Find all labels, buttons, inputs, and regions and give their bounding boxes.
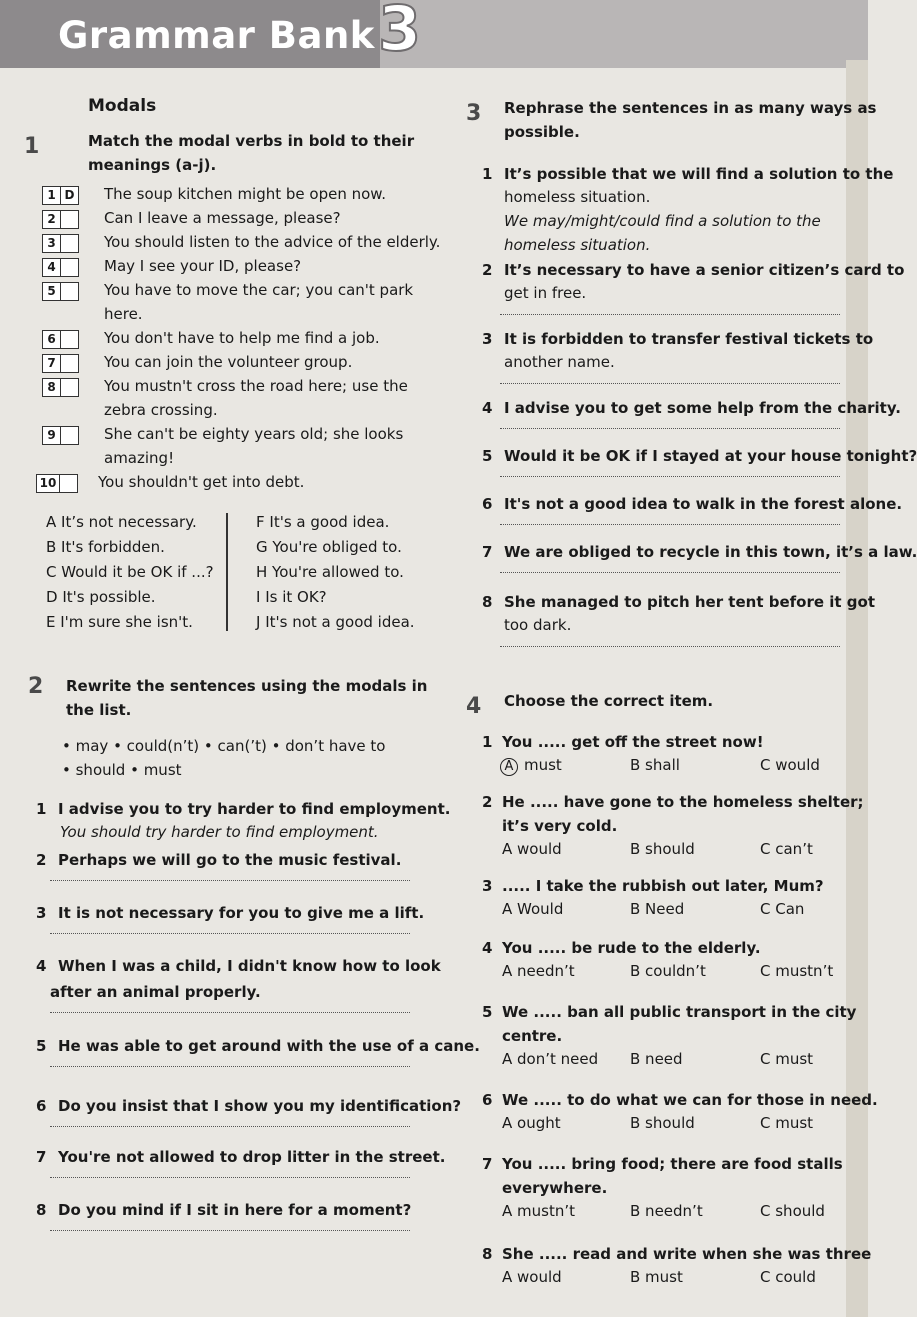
ex3-item-number: 4 <box>482 399 493 417</box>
option-b[interactable]: B couldn’t <box>630 962 706 980</box>
answer-line[interactable] <box>500 524 840 525</box>
ex1-sentence: You have to move the car; you can't park <box>104 281 414 299</box>
option-b[interactable]: B need <box>630 1050 683 1068</box>
ex1-sentence: Can I leave a message, please? <box>104 209 341 227</box>
item-number-box: 6 <box>42 330 61 349</box>
ex2-item-number: 8 <box>36 1201 47 1219</box>
answer-box[interactable] <box>61 282 79 301</box>
option-b[interactable]: B should <box>630 840 695 858</box>
item-number-box: 8 <box>42 378 61 397</box>
answer-box[interactable] <box>61 210 79 229</box>
ex4-question: We ..... to do what we can for those in need. <box>502 1091 878 1109</box>
answer-box[interactable] <box>61 378 79 397</box>
ex4-item-number: 2 <box>482 793 493 811</box>
item-number-box: 9 <box>42 426 61 445</box>
answer-line[interactable] <box>50 880 410 881</box>
option-c[interactable]: C mustn’t <box>760 962 834 980</box>
option-c[interactable]: C would <box>760 756 820 774</box>
ex4-question-cont: everywhere. <box>502 1179 608 1197</box>
ex3-sentence-cont: homeless situation. <box>504 188 651 206</box>
ex4-question: She ..... read and write when she was three <box>502 1245 872 1263</box>
option-b[interactable]: B shall <box>630 756 680 774</box>
ex1-sentence-cont: zebra crossing. <box>104 401 218 419</box>
ex3-sentence: It's not a good idea to walk in the forest alone. <box>504 495 903 513</box>
option-c[interactable]: C must <box>760 1114 814 1132</box>
answer-box[interactable] <box>61 330 79 349</box>
option-a[interactable]: A would <box>502 1268 562 1286</box>
ex3-item-number: 7 <box>482 543 493 561</box>
item-number-box: 1 <box>42 186 61 205</box>
ex4-item-number: 5 <box>482 1003 493 1021</box>
item-number-box: 5 <box>42 282 61 301</box>
ex3-item-number: 6 <box>482 495 493 513</box>
ex3-instruction-2: possible. <box>504 123 580 141</box>
meaning-left: C Would it be OK if ...? <box>46 563 214 581</box>
ex4-item-number: 3 <box>482 877 493 895</box>
meaning-left: E I'm sure she isn't. <box>46 613 193 631</box>
ex1-sentence: She can't be eighty years old; she looks <box>104 425 404 443</box>
ex2-sentence: When I was a child, I didn't know how to look <box>58 957 441 975</box>
ex4-question: You ..... bring food; there are food stalls <box>502 1155 843 1173</box>
item-number-box: 4 <box>42 258 61 277</box>
answer-line[interactable] <box>500 572 840 573</box>
divider <box>226 513 228 631</box>
ex4-question: You ..... get off the street now! <box>502 733 764 751</box>
ex2-sentence: Do you insist that I show you my identification? <box>58 1097 462 1115</box>
ex2-instruction-2: the list. <box>66 701 132 719</box>
ex2-item-number: 6 <box>36 1097 47 1115</box>
circled-answer: A <box>500 758 518 776</box>
ex3-item-number: 5 <box>482 447 493 465</box>
ex3-item-number: 8 <box>482 593 493 611</box>
ex3-example-answer-cont: homeless situation. <box>504 236 651 254</box>
ex1-sentence: May I see your ID, please? <box>104 257 302 275</box>
ex2-sentence: I advise you to try harder to find employment. <box>58 800 451 818</box>
ex1-sentence-cont: amazing! <box>104 449 175 467</box>
ex3-sentence-cont: get in free. <box>504 284 587 302</box>
option-a[interactable]: A Would <box>502 900 564 918</box>
ex1-sentence: The soup kitchen might be open now. <box>104 185 386 203</box>
answer-line[interactable] <box>50 1177 410 1178</box>
answer-line[interactable] <box>500 476 840 477</box>
ex2-instruction: Rewrite the sentences using the modals in <box>66 677 428 695</box>
ex2-modal-list-2: • should • must <box>62 761 182 779</box>
ex2-item-number: 4 <box>36 957 47 975</box>
ex4-instruction: Choose the correct item. <box>504 692 714 710</box>
ex2-item-number: 1 <box>36 800 47 818</box>
ex4-question: ..... I take the rubbish out later, Mum? <box>502 877 824 895</box>
answer-line[interactable] <box>50 933 410 934</box>
ex4-item-number: 8 <box>482 1245 493 1263</box>
meaning-right: H You're allowed to. <box>256 563 404 581</box>
option-c[interactable]: C should <box>760 1202 825 1220</box>
ex1-instruction-2: meanings (a-j). <box>88 156 217 174</box>
ex3-sentence: It’s necessary to have a senior citizen’s card to <box>504 261 905 279</box>
ex3-item-number: 1 <box>482 165 493 183</box>
option-b[interactable]: B should <box>630 1114 695 1132</box>
ex2-sentence-cont: after an animal properly. <box>50 983 261 1001</box>
section-title: Modals <box>88 96 157 116</box>
answer-line[interactable] <box>50 1066 410 1067</box>
ex3-sentence: We are obliged to recycle in this town, it’s a law. <box>504 543 917 561</box>
item-number-box: 7 <box>42 354 61 373</box>
ex4-item-number: 7 <box>482 1155 493 1173</box>
answer-box[interactable] <box>61 234 79 253</box>
answer-line[interactable] <box>500 383 840 384</box>
ex1-sentence-cont: here. <box>104 305 143 323</box>
option-a[interactable]: A don’t need <box>502 1050 599 1068</box>
ex3-example-answer: We may/might/could find a solution to the <box>504 212 821 230</box>
ex3-sentence: It is forbidden to transfer festival tickets to <box>504 330 874 348</box>
ex4-item-number: 4 <box>482 939 493 957</box>
ex1-instruction: Match the modal verbs in bold to their <box>88 132 415 150</box>
ex4-question-cont: it’s very cold. <box>502 817 618 835</box>
option-a[interactable]: A would <box>502 840 562 858</box>
ex1-sentence: You don't have to help me find a job. <box>104 329 380 347</box>
ex2-number: 2 <box>28 674 44 699</box>
meaning-left: A It’s not necessary. <box>46 513 197 531</box>
ex1-sentence: You can join the volunteer group. <box>104 353 353 371</box>
ex3-number: 3 <box>466 101 482 126</box>
ex3-sentence: She managed to pitch her tent before it got <box>504 593 876 611</box>
meaning-left: D It's possible. <box>46 588 156 606</box>
option-c[interactable]: C can’t <box>760 840 813 858</box>
option-c[interactable]: C must <box>760 1050 814 1068</box>
ex2-sentence: You're not allowed to drop litter in the street. <box>58 1148 446 1166</box>
ex2-sentence: Do you mind if I sit in here for a moment? <box>58 1201 412 1219</box>
option-a[interactable] <box>500 756 562 776</box>
ex4-question: He ..... have gone to the homeless shelter; <box>502 793 864 811</box>
ex3-sentence: Would it be OK if I stayed at your house tonight? <box>504 447 917 465</box>
meaning-right: J It's not a good idea. <box>256 613 415 631</box>
ex2-sentence: Perhaps we will go to the music festival. <box>58 851 402 869</box>
option-c[interactable]: C could <box>760 1268 816 1286</box>
ex3-sentence-cont: another name. <box>504 353 615 371</box>
item-number-box: 10 <box>36 474 60 493</box>
ex2-modal-list: • may • could(n’t) • can(’t) • don’t have to <box>62 737 386 755</box>
ex1-number: 1 <box>24 134 40 159</box>
ex4-item-number: 6 <box>482 1091 493 1109</box>
answer-box[interactable] <box>61 258 79 277</box>
ex1-sentence: You should listen to the advice of the elderly. <box>104 233 441 251</box>
answer-line[interactable] <box>500 314 840 315</box>
option-c[interactable]: C Can <box>760 900 805 918</box>
option-b[interactable]: B must <box>630 1268 683 1286</box>
page-edge <box>846 60 868 1317</box>
ex3-sentence-cont: too dark. <box>504 616 572 634</box>
ex2-item-number: 2 <box>36 851 47 869</box>
ex2-item-number: 5 <box>36 1037 47 1055</box>
answer-line[interactable] <box>500 646 840 647</box>
ex1-sentence: You shouldn't get into debt. <box>98 473 305 491</box>
answer-line[interactable] <box>50 1230 410 1231</box>
option-a[interactable]: A mustn’t <box>502 1202 576 1220</box>
meaning-right: I Is it OK? <box>256 588 327 606</box>
option-a-text: must <box>524 756 562 774</box>
meaning-left: B It's forbidden. <box>46 538 165 556</box>
ex2-sentence: He was able to get around with the use of a cane. <box>58 1037 480 1055</box>
answer-line[interactable] <box>50 1012 410 1013</box>
option-b[interactable]: B needn’t <box>630 1202 703 1220</box>
unit-number: 3 <box>378 0 422 65</box>
answer-line[interactable] <box>50 1126 410 1127</box>
meaning-right: G You're obliged to. <box>256 538 402 556</box>
ex4-question: We ..... ban all public transport in the city <box>502 1003 857 1021</box>
ex3-item-number: 3 <box>482 330 493 348</box>
ex3-sentence: I advise you to get some help from the charity. <box>504 399 901 417</box>
ex3-instruction: Rephrase the sentences in as many ways as <box>504 99 877 117</box>
page-title: Grammar Bank <box>58 14 375 57</box>
answer-box[interactable] <box>61 354 79 373</box>
ex4-question-cont: centre. <box>502 1027 563 1045</box>
ex4-number: 4 <box>466 694 482 719</box>
ex4-question: You ..... be rude to the elderly. <box>502 939 761 957</box>
ex4-item-number: 1 <box>482 733 493 751</box>
answer-box[interactable] <box>61 426 79 445</box>
option-b[interactable]: B Need <box>630 900 685 918</box>
ex2-sentence: It is not necessary for you to give me a lift. <box>58 904 425 922</box>
ex2-item-number: 7 <box>36 1148 47 1166</box>
item-number-box: 3 <box>42 234 61 253</box>
item-number-box: 2 <box>42 210 61 229</box>
option-a[interactable]: A needn’t <box>502 962 575 980</box>
ex3-sentence: It’s possible that we will find a solution to the <box>504 165 894 183</box>
ex2-item-number: 3 <box>36 904 47 922</box>
answer-box[interactable] <box>60 474 78 493</box>
option-a[interactable]: A ought <box>502 1114 561 1132</box>
ex3-item-number: 2 <box>482 261 493 279</box>
answer-box[interactable]: D <box>61 186 79 205</box>
answer-line[interactable] <box>500 428 840 429</box>
ex1-sentence: You mustn't cross the road here; use the <box>104 377 408 395</box>
ex2-example-answer: You should try harder to find employment. <box>60 823 379 841</box>
meaning-right: F It's a good idea. <box>256 513 390 531</box>
